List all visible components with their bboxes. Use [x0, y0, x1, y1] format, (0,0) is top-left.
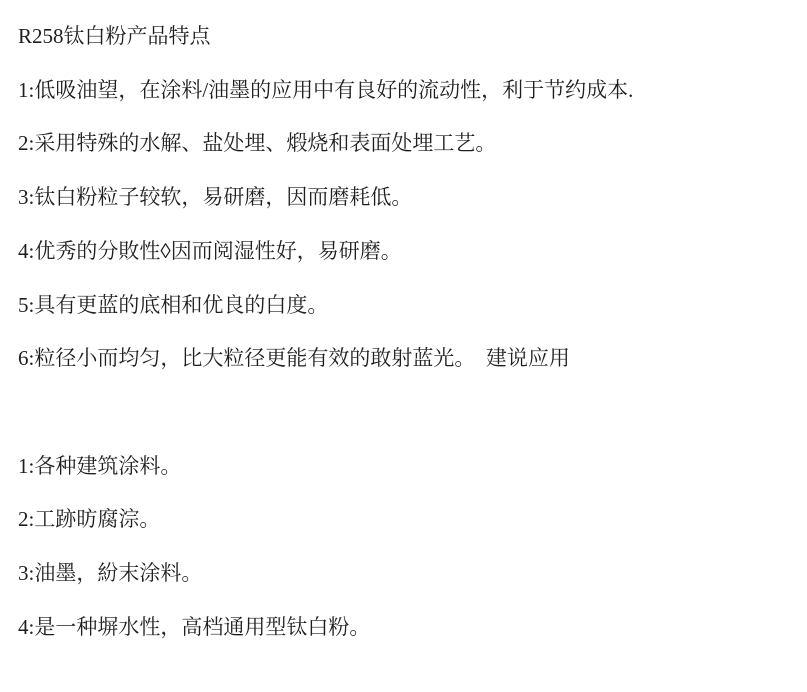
feature-line: 1:低吸油望，在涂料/油墨的应用中有良好的流动性，利于节约成本.: [18, 77, 634, 102]
page-title: R258钛白粉产品特点: [18, 24, 211, 48]
feature-line: 2:采用特殊的水解、盐处埋、煅烧和表面处埋工艺。: [18, 131, 497, 156]
application-line: 1:各种建筑涂料。: [18, 453, 182, 478]
application-line: 2:工跡昉腐淙。: [18, 507, 161, 532]
feature-line: 6:粒径小而均匀，比大粒径更能有效的敢射蓝光。 建说应用: [18, 346, 570, 371]
blank-line: [18, 386, 787, 440]
features-list: [18, 64, 787, 386]
applications-list: [18, 440, 787, 655]
application-line: 3:油墨，紛末涂料。: [18, 561, 203, 586]
application-line: 4:是一种塀水性，高档通用型钛白粉。: [18, 614, 371, 639]
feature-line: 3:钛白粉粒子较软，易研磨，因而磨耗低。: [18, 185, 413, 210]
feature-line: 4:优秀的分敗性◊因而阅湿性好，易研磨。: [18, 238, 402, 263]
feature-line: 5:具有更蓝的底相和优良的白度。: [18, 292, 329, 317]
